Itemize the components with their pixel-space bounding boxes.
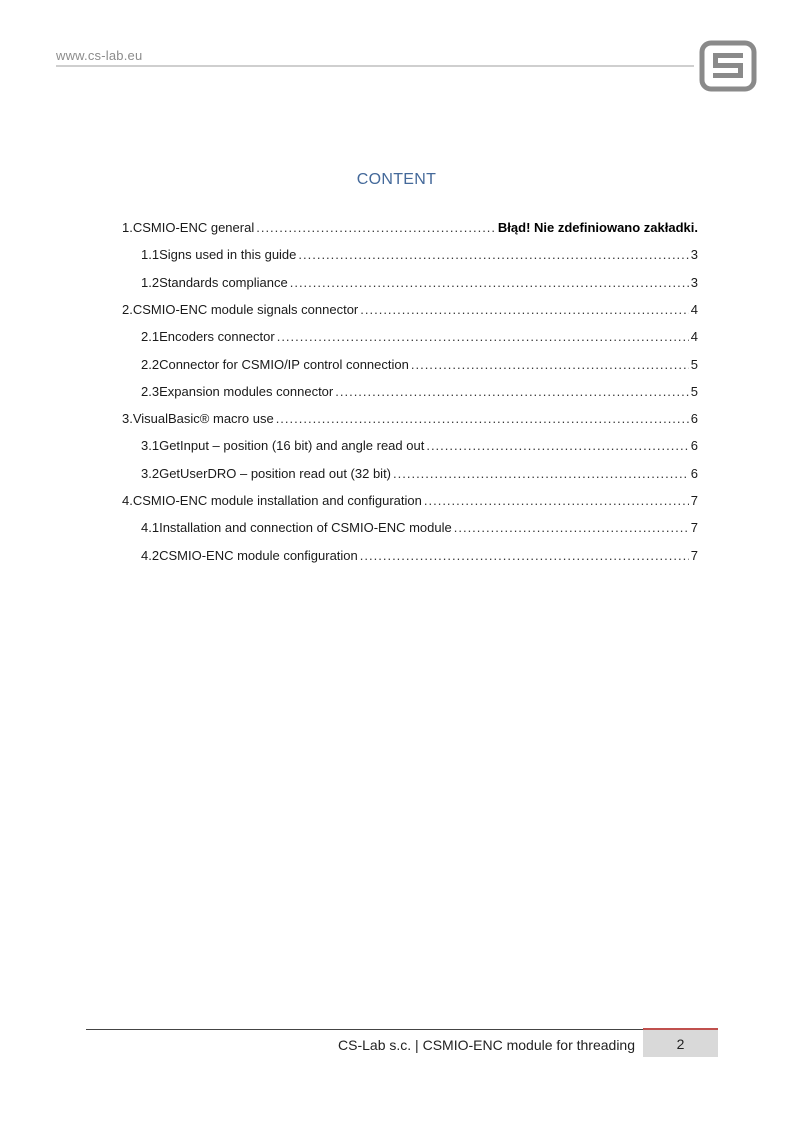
toc-entry-label: Standards compliance bbox=[159, 274, 288, 290]
toc-entry[interactable] bbox=[141, 466, 698, 484]
toc-entry[interactable] bbox=[141, 438, 698, 456]
toc-entry-page: 6 bbox=[690, 411, 698, 427]
toc-entry[interactable] bbox=[141, 329, 698, 347]
toc-entry-number: 2. bbox=[122, 301, 133, 317]
toc-dot-leader bbox=[290, 275, 689, 290]
toc-dot-leader bbox=[298, 247, 688, 262]
toc-entry-page: 5 bbox=[690, 356, 698, 372]
toc-entry-label: Expansion modules connector bbox=[159, 383, 334, 399]
toc-entry[interactable] bbox=[122, 302, 698, 320]
toc-entry-page: 3 bbox=[690, 274, 698, 290]
toc-entry-page: 6 bbox=[690, 465, 698, 481]
toc-entry-page: 7 bbox=[690, 547, 698, 563]
toc-entry-number: 3. bbox=[122, 411, 133, 427]
toc-dot-leader bbox=[411, 357, 689, 372]
toc-dot-leader bbox=[277, 329, 689, 344]
toc-entry[interactable] bbox=[122, 411, 698, 429]
toc-entry-page: 6 bbox=[690, 438, 698, 454]
toc-dot-leader bbox=[276, 411, 689, 426]
toc-entry-label: CSMIO-ENC general bbox=[132, 220, 255, 235]
toc-entry-label: CSMIO-ENC module installation and configuration bbox=[132, 493, 422, 508]
toc-dot-leader bbox=[426, 438, 688, 453]
toc-entry-label: GetUserDRO – position read out (32 bit) bbox=[159, 465, 392, 481]
toc-dot-leader bbox=[360, 548, 689, 563]
footer-page-number: 2 bbox=[643, 1030, 718, 1057]
toc-entry-number: 2.1 bbox=[141, 329, 160, 345]
toc-entry[interactable] bbox=[122, 493, 698, 511]
toc-entry-label: CSMIO-ENC module configuration bbox=[159, 547, 358, 563]
toc-entry-label: Installation and connection of CSMIO-ENC module bbox=[159, 520, 452, 536]
toc-entry[interactable] bbox=[141, 357, 698, 375]
toc-entry-page: 4 bbox=[690, 301, 698, 317]
footer-text: CS-Lab s.c. | CSMIO-ENC module for threading bbox=[338, 1037, 635, 1053]
toc-entry-number: 2.3 bbox=[141, 383, 160, 399]
toc-entry-page: 7 bbox=[690, 493, 698, 508]
toc-entry-number: 1.2 bbox=[141, 274, 160, 290]
toc-entry-number: 1. bbox=[122, 220, 133, 235]
header-url: www.cs-lab.eu bbox=[56, 48, 143, 63]
toc-entry-page: 4 bbox=[690, 329, 698, 345]
toc-entry-label: Connector for CSMIO/IP control connection bbox=[159, 356, 409, 372]
toc-title: CONTENT bbox=[356, 171, 437, 188]
toc-dot-leader bbox=[393, 466, 689, 481]
footer-divider bbox=[86, 1029, 718, 1030]
toc-entry[interactable] bbox=[141, 247, 698, 265]
toc-entry-number: 3.2 bbox=[141, 465, 160, 481]
toc-entry[interactable] bbox=[141, 275, 698, 293]
toc-entry-page: Błąd! Nie zdefiniowano zakładki. bbox=[497, 220, 698, 235]
toc-entry-label: GetInput – position (16 bit) and angle read out bbox=[159, 438, 425, 454]
toc-entry[interactable] bbox=[141, 548, 698, 566]
toc-dot-leader bbox=[360, 302, 689, 317]
toc-entry-label: VisualBasic® macro use bbox=[132, 411, 274, 427]
header-divider bbox=[56, 65, 694, 67]
toc-entry-label: Signs used in this guide bbox=[159, 247, 297, 263]
toc-entry-page: 7 bbox=[690, 520, 698, 536]
toc-entry-number: 4.1 bbox=[141, 520, 160, 536]
toc-entry-number: 4. bbox=[122, 493, 133, 508]
toc-entry-page: 3 bbox=[690, 247, 698, 263]
toc-dot-leader bbox=[454, 520, 689, 535]
toc-entry[interactable] bbox=[122, 220, 698, 238]
toc-entry-number: 1.1 bbox=[141, 247, 160, 263]
toc-entry[interactable] bbox=[141, 384, 698, 402]
toc-entry-number: 2.2 bbox=[141, 356, 160, 372]
toc-entry-label: Encoders connector bbox=[159, 329, 275, 345]
toc-dot-leader bbox=[335, 384, 689, 399]
toc-entry-label: CSMIO-ENC module signals connector bbox=[132, 301, 359, 317]
toc-entry-page: 5 bbox=[690, 383, 698, 399]
toc-entry-number: 4.2 bbox=[141, 547, 160, 563]
cs-lab-logo-icon bbox=[699, 40, 757, 92]
toc-dot-leader bbox=[256, 220, 496, 235]
toc-entry[interactable] bbox=[141, 520, 698, 538]
toc-dot-leader bbox=[424, 493, 689, 508]
toc-entry-number: 3.1 bbox=[141, 438, 160, 454]
